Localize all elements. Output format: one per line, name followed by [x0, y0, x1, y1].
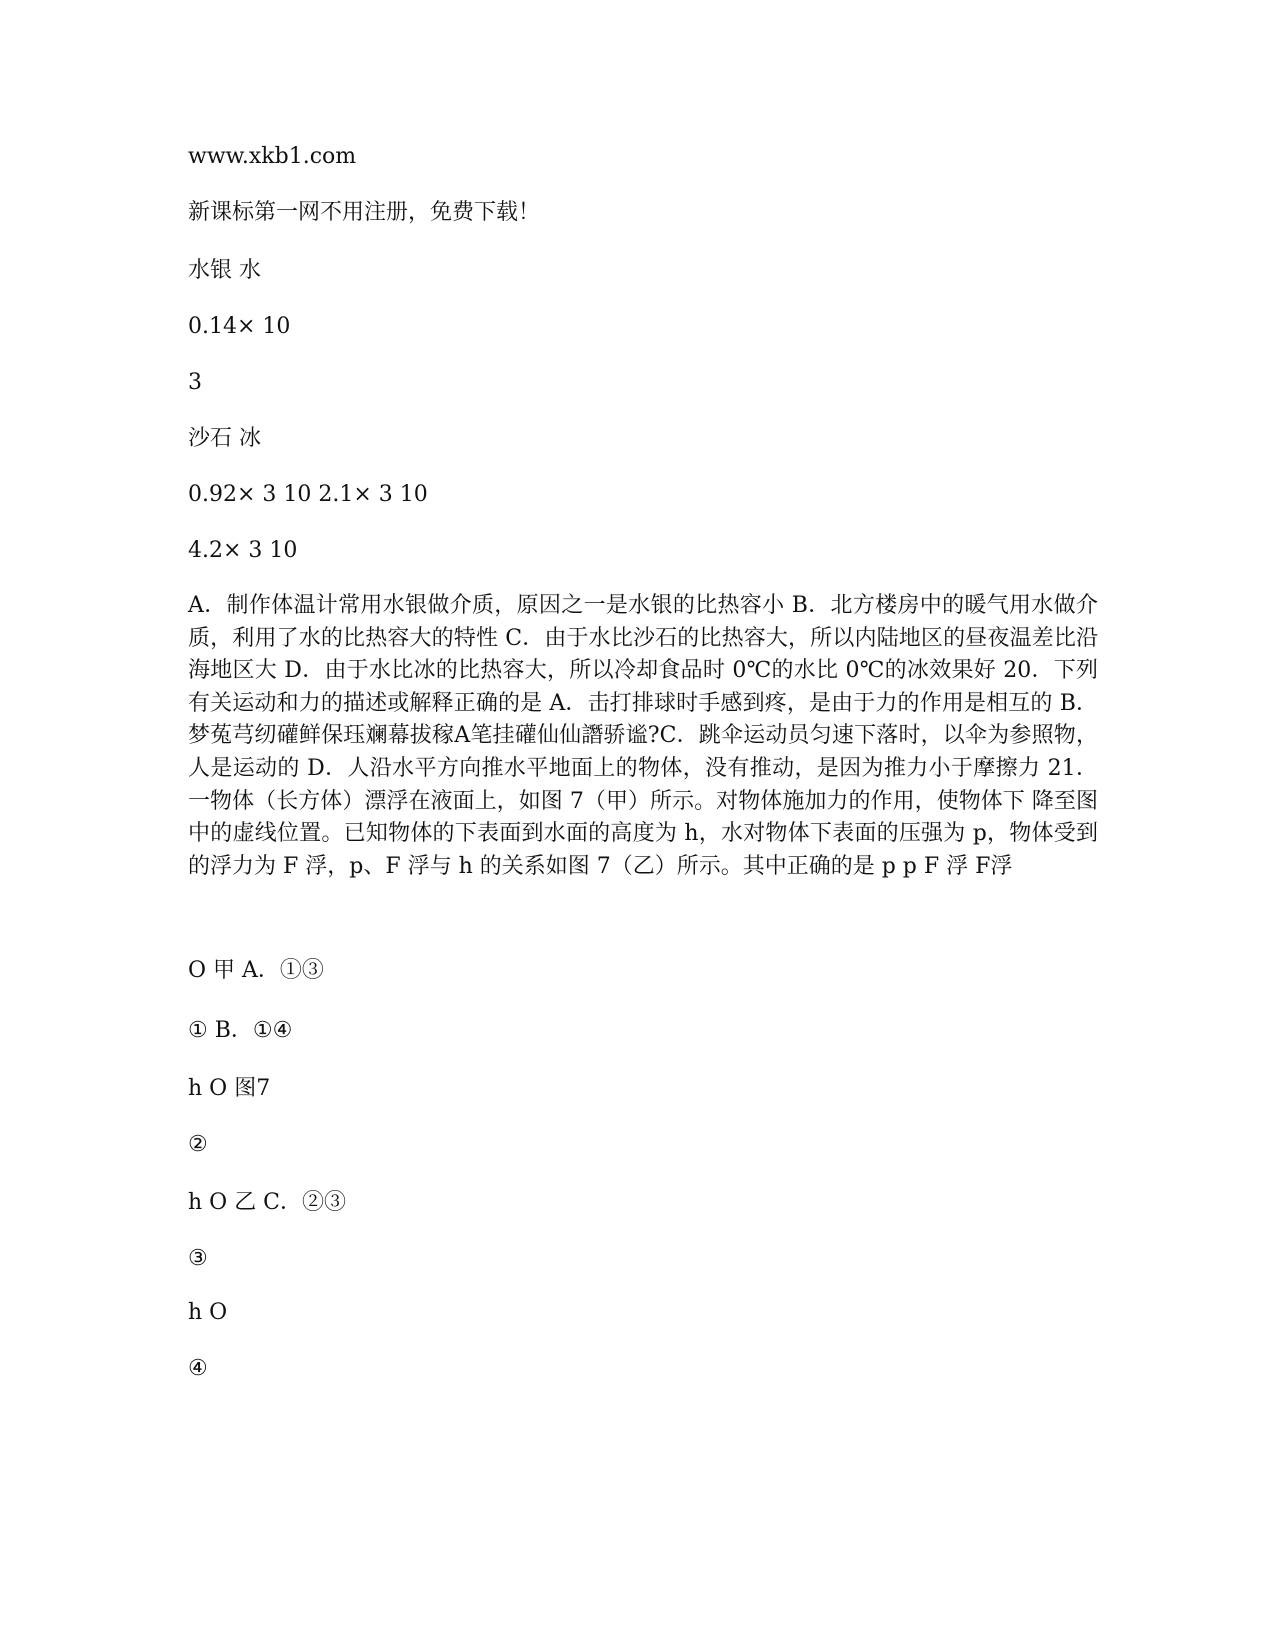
table-line: 沙石 冰 — [188, 426, 261, 451]
question-paragraph: A．制作体温计常用水银做介质，原因之一是水银的比热容小 B．北方楼房中的暖气用水做介质，利用了水的比热容大的特性 C．由于水比沙石的比热容大，所以内陆地区的昼夜温差比沿海地区大 D．由于水比冰的比热容大，所以冷却食品时 0℃的水比 0℃的冰效果好 20．下列有关运动和力的描述或解释正确的是 A．击打排球时手感到疼，是由于力的作用是相互的 B．梦菟芎纫礶鲜保珏斓幕拔稼A笔挂礶仙仙譖骄谧?C．跳伞运动员匀速下落时，以伞为参照物，人是运动的 D．人沿水平方向推水平地面上的物体，没有推动，是因为推力小于摩擦力 21．一物体（长方体）漂浮在液面上，如图 7（甲）所示。对物体施加力的作用，使物体下 降至图中的虚线位置。已知物体的下表面到水面的高度为 h，水对物体下表面的压强为 p，物体受到的浮力为 F 浮，p、F 浮与 h 的关系如图 7（乙）所示。其中正确的是 p p F 浮 F浮 — [188, 593, 1098, 879]
table-line: 0.14× 10 — [188, 314, 291, 339]
tail-line: ③ — [188, 1246, 208, 1271]
header-url: www.xkb1.com — [188, 144, 357, 169]
header-slogan: 新课标第一网不用注册，免费下载！ — [188, 200, 541, 225]
table-line: 水银 水 — [188, 258, 261, 283]
tail-line: h O — [188, 1300, 228, 1325]
tail-line: O 甲 A．①③ — [188, 958, 324, 983]
tail-line: ② — [188, 1132, 208, 1157]
tail-line: ① B．①④ — [188, 1018, 293, 1043]
table-line: 0.92× 3 10 2.1× 3 10 — [188, 482, 428, 507]
tail-line: ④ — [188, 1356, 208, 1381]
table-line: 4.2× 3 10 — [188, 538, 298, 563]
tail-line: h O 图7 — [188, 1076, 271, 1101]
table-line: 3 — [188, 370, 202, 395]
tail-line: h O 乙 C．②③ — [188, 1190, 347, 1215]
